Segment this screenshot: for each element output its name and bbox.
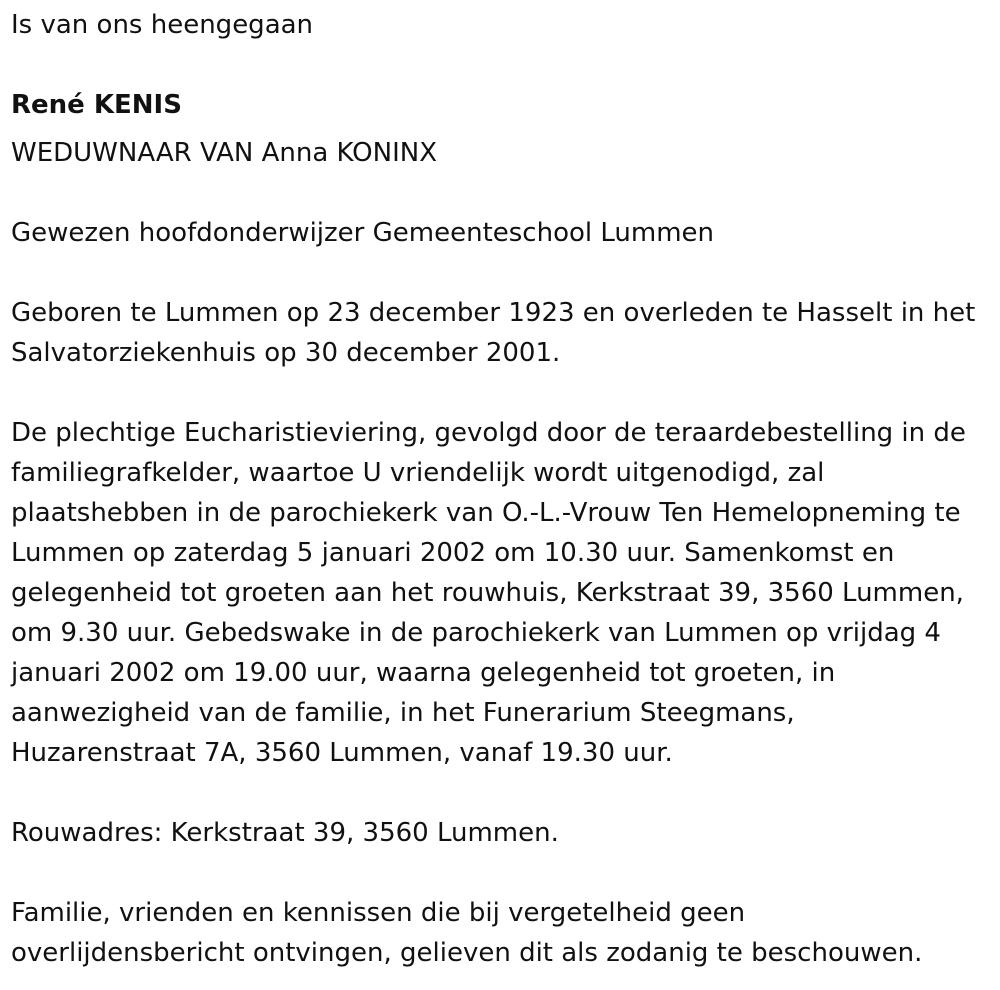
birth-death-paragraph <box>11 293 996 373</box>
ceremony-line: Lummen op zaterdag 5 januari 2002 om 10.30 uur. Samenkomst en <box>11 538 895 568</box>
spouse-text: WEDUWNAAR VAN Anna KONINX <box>11 138 438 168</box>
ceremony-line: familiegrafkelder, waartoe U vriendelijk wordt uitgenodigd, zal <box>11 458 825 488</box>
spacer <box>11 773 996 813</box>
closing-paragraph <box>11 893 996 973</box>
birth-death-line: Salvatorziekenhuis op 30 december 2001. <box>11 338 561 368</box>
ceremony-line: Huzarenstraat 7A, 3560 Lummen, vanaf 19.30 uur. <box>11 738 673 768</box>
ceremony-line: De plechtige Eucharistieviering, gevolgd door de teraardebestelling in de <box>11 418 966 448</box>
ceremony-line: aanwezigheid van de familie, in het Funerarium Steegmans, <box>11 698 795 728</box>
spacer <box>11 373 996 413</box>
ceremony-line: om 9.30 uur. Gebedswake in de parochiekerk van Lummen op vrijdag 4 <box>11 618 941 648</box>
ceremony-line: gelegenheid tot groeten aan het rouwhuis, Kerkstraat 39, 3560 Lummen, <box>11 578 964 608</box>
mourning-address: Rouwadres: Kerkstraat 39, 3560 Lummen. <box>11 818 559 848</box>
ceremony-line: plaatshebben in de parochiekerk van O.-L.-Vrouw Ten Hemelopneming te <box>11 498 961 528</box>
closing-line: Familie, vrienden en kennissen die bij vergetelheid geen <box>11 898 746 928</box>
closing-line: overlijdensbericht ontvingen, gelieven dit als zodanig te beschouwen. <box>11 938 923 968</box>
spacer <box>11 253 996 293</box>
ceremony-paragraph <box>11 413 996 773</box>
occupation-text: Gewezen hoofdonderwijzer Gemeenteschool Lummen <box>11 218 715 248</box>
ceremony-line: januari 2002 om 19.00 uur, waarna gelegenheid tot groeten, in <box>11 658 836 688</box>
birth-death-line: Geboren te Lummen op 23 december 1923 en overleden te Hasselt in het <box>11 298 976 328</box>
obituary-notice <box>11 5 996 973</box>
spacer <box>11 173 996 213</box>
deceased-name: René KENIS <box>11 90 182 120</box>
spacer <box>11 853 996 893</box>
intro-text: Is van ons heengegaan <box>11 10 314 40</box>
